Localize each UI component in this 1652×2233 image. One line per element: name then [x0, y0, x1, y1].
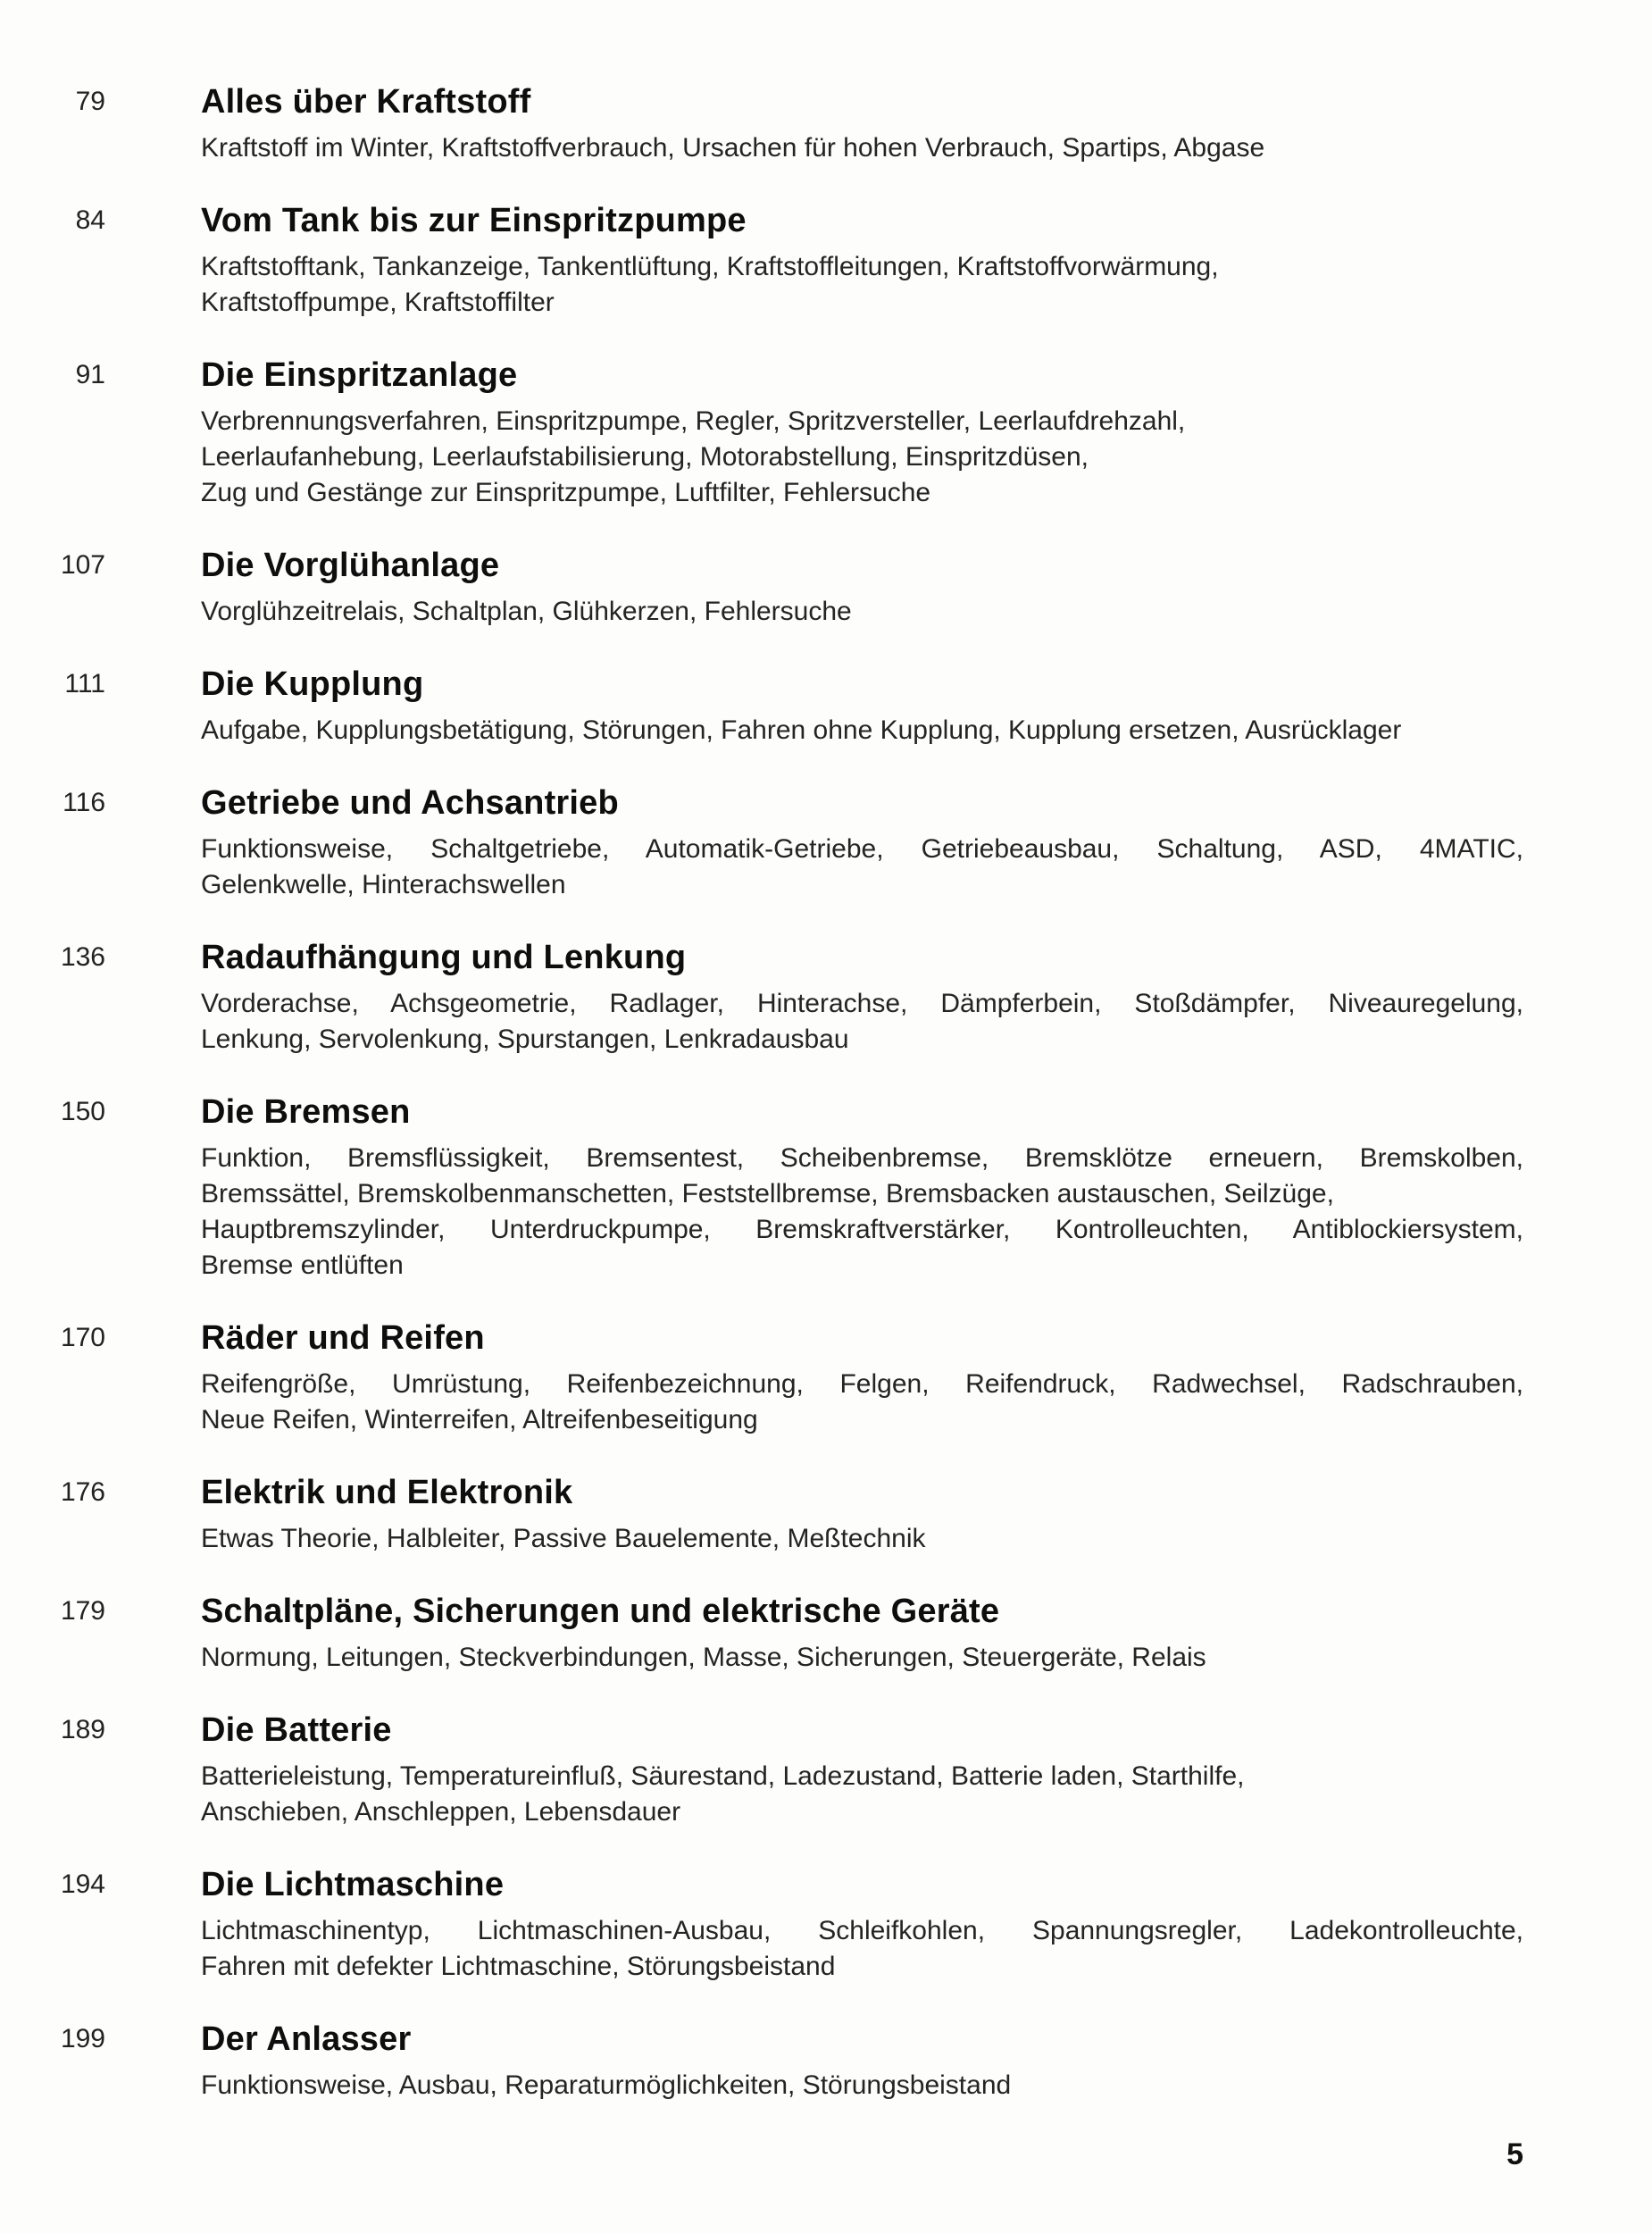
- chapter-topics-line: Bremssättel, Bremskolbenmanschetten, Feststellbremse, Bremsbacken austauschen, Seilzüge,: [201, 1179, 1334, 1208]
- toc-entry-content: [201, 2018, 1523, 2103]
- chapter-topics-line: Verbrennungsverfahren, Einspritzpumpe, Regler, Spritzversteller, Leerlaufdrehzahl,: [201, 406, 1186, 436]
- chapter-title: Vom Tank bis zur Einspritzpumpe: [201, 202, 747, 239]
- toc-entry: [0, 1590, 1652, 1676]
- toc-entry: [0, 544, 1652, 630]
- toc-entry-content: [201, 1709, 1523, 1830]
- chapter-topics: [201, 1640, 1523, 1676]
- chapter-title: Die Vorglühanlage: [201, 547, 500, 584]
- chapter-topics-line: Kraftstofftank, Tankanzeige, Tankentlüftung, Kraftstoffleitungen, Kraftstoffvorwärmung,: [201, 252, 1219, 281]
- chapter-topics-line: Fahren mit defekter Lichtmaschine, Störungsbeistand: [201, 1952, 836, 1981]
- chapter-title: Die Einspritzanlage: [201, 356, 518, 394]
- chapter-topics-line: Zug und Gestänge zur Einspritzpumpe, Luftfilter, Fehlersuche: [201, 478, 931, 507]
- chapter-title: Der Anlasser: [201, 2020, 412, 2058]
- toc-entry-content: [201, 1590, 1523, 1676]
- toc-entry: [0, 663, 1652, 749]
- toc-entry-content: [201, 782, 1523, 903]
- chapter-title: Elektrik und Elektronik: [201, 1474, 573, 1511]
- chapter-title: Alles über Kraftstoff: [201, 83, 531, 121]
- toc-entry: [0, 1317, 1652, 1438]
- toc-entry-content: [201, 936, 1523, 1058]
- chapter-topics-line: Kraftstoff im Winter, Kraftstoffverbrauch, Ursachen für hohen Verbrauch, Spartips, Abgase: [201, 133, 1265, 163]
- chapter-topics-line: Hauptbremszylinder, Unterdruckpumpe, Bremskraftverstärker, Kontrolleuchten, Antiblockiersystem,: [201, 1215, 1523, 1244]
- chapter-topics: [201, 2068, 1523, 2103]
- chapter-topics-line: Etwas Theorie, Halbleiter, Passive Bauelemente, Meßtechnik: [201, 1524, 926, 1553]
- toc-entry-content: [201, 1317, 1523, 1438]
- toc-entry: [0, 782, 1652, 903]
- chapter-page-number: 179: [60, 1596, 105, 1626]
- toc-entry: [0, 1471, 1652, 1557]
- chapter-topics: [201, 1521, 1523, 1557]
- toc-entry: [0, 1091, 1652, 1284]
- toc-entry-content: [201, 199, 1523, 321]
- chapter-topics-line: Leerlaufanhebung, Leerlaufstabilisierung, Motorabstellung, Einspritzdüsen,: [201, 442, 1089, 472]
- toc-entry-content: [201, 663, 1523, 749]
- toc-entry-content: [201, 1863, 1523, 1985]
- chapter-topics: [201, 1141, 1523, 1284]
- chapter-page-number: 111: [64, 669, 105, 698]
- chapter-topics-line: Bremse entlüften: [201, 1250, 404, 1280]
- chapter-topics-line: Funktionsweise, Ausbau, Reparaturmöglichkeiten, Störungsbeistand: [201, 2070, 1012, 2100]
- chapter-topics-line: Funktionsweise, Schaltgetriebe, Automatik-Getriebe, Getriebeausbau, Schaltung, ASD, 4MATIC,: [201, 834, 1523, 864]
- toc-entry-content: [201, 1471, 1523, 1557]
- chapter-title: Getriebe und Achsantrieb: [201, 784, 619, 822]
- chapter-topics: [201, 249, 1523, 321]
- chapter-topics-line: Funktion, Bremsflüssigkeit, Bremsentest, Scheibenbremse, Bremsklötze erneuern, Bremskolben,: [201, 1143, 1523, 1173]
- chapter-page-number: 107: [60, 550, 105, 580]
- chapter-title: Räder und Reifen: [201, 1319, 485, 1357]
- chapter-topics-line: Lenkung, Servolenkung, Spurstangen, Lenkradausbau: [201, 1025, 849, 1054]
- toc-entry-content: [201, 1091, 1523, 1284]
- toc-entry: [0, 199, 1652, 321]
- chapter-topics: [201, 832, 1523, 903]
- chapter-page-number: 150: [60, 1097, 105, 1126]
- chapter-page-number: 116: [63, 788, 105, 817]
- toc-entry: [0, 354, 1652, 511]
- chapter-topics-line: Reifengröße, Umrüstung, Reifenbezeichnung, Felgen, Reifendruck, Radwechsel, Radschrauben,: [201, 1369, 1523, 1399]
- toc-entry: [0, 2018, 1652, 2103]
- chapter-page-number: 84: [75, 205, 105, 235]
- chapter-topics-line: Batterieleistung, Temperatureinfluß, Säurestand, Ladezustand, Batterie laden, Starthilfe,: [201, 1761, 1245, 1791]
- chapter-title: Die Bremsen: [201, 1093, 411, 1131]
- chapter-page-number: 136: [60, 942, 105, 972]
- chapter-topics: [201, 713, 1523, 749]
- page-footer-number: 5: [1506, 2137, 1523, 2171]
- chapter-topics-line: Vorderachse, Achsgeometrie, Radlager, Hinterachse, Dämpferbein, Stoßdämpfer, Niveauregelung,: [201, 989, 1523, 1018]
- chapter-page-number: 79: [75, 87, 105, 116]
- toc-entry: [0, 1863, 1652, 1985]
- toc-entry: [0, 936, 1652, 1058]
- chapter-topics-line: Vorglühzeitrelais, Schaltplan, Glühkerzen, Fehlersuche: [201, 597, 852, 626]
- chapter-page-number: 194: [60, 1869, 105, 1899]
- chapter-page-number: 189: [60, 1715, 105, 1744]
- chapter-topics: [201, 1367, 1523, 1438]
- chapter-page-number: 91: [75, 360, 105, 389]
- chapter-topics: [201, 404, 1523, 511]
- chapter-topics: [201, 594, 1523, 630]
- toc-entry: [0, 80, 1652, 166]
- chapter-topics-line: Kraftstoffpumpe, Kraftstoffilter: [201, 288, 555, 317]
- chapter-page-number: 199: [60, 2024, 105, 2053]
- chapter-title: Schaltpläne, Sicherungen und elektrische Geräte: [201, 1593, 1000, 1630]
- chapter-title: Die Kupplung: [201, 665, 424, 703]
- chapter-title: Radaufhängung und Lenkung: [201, 939, 687, 976]
- toc-list: [0, 80, 1652, 2103]
- toc-entry-content: [201, 80, 1523, 166]
- chapter-title: Die Batterie: [201, 1711, 392, 1749]
- chapter-topics-line: Normung, Leitungen, Steckverbindungen, Masse, Sicherungen, Steuergeräte, Relais: [201, 1643, 1206, 1672]
- chapter-title: Die Lichtmaschine: [201, 1866, 505, 1903]
- chapter-topics-line: Neue Reifen, Winterreifen, Altreifenbeseitigung: [201, 1405, 758, 1434]
- chapter-topics-line: Gelenkwelle, Hinterachswellen: [201, 870, 566, 899]
- chapter-topics: [201, 986, 1523, 1058]
- chapter-topics: [201, 130, 1523, 166]
- chapter-topics-line: Anschieben, Anschleppen, Lebensdauer: [201, 1797, 681, 1827]
- toc-entry-content: [201, 544, 1523, 630]
- chapter-page-number: 176: [60, 1477, 105, 1507]
- chapter-topics-line: Lichtmaschinentyp, Lichtmaschinen-Ausbau, Schleifkohlen, Spannungsregler, Ladekontrolleuchte,: [201, 1916, 1523, 1945]
- chapter-topics-line: Aufgabe, Kupplungsbetätigung, Störungen, Fahren ohne Kupplung, Kupplung ersetzen, Ausrücklager: [201, 715, 1402, 745]
- chapter-topics: [201, 1759, 1523, 1830]
- toc-entry: [0, 1709, 1652, 1830]
- toc-entry-content: [201, 354, 1523, 511]
- chapter-page-number: 170: [60, 1323, 105, 1352]
- chapter-topics: [201, 1913, 1523, 1985]
